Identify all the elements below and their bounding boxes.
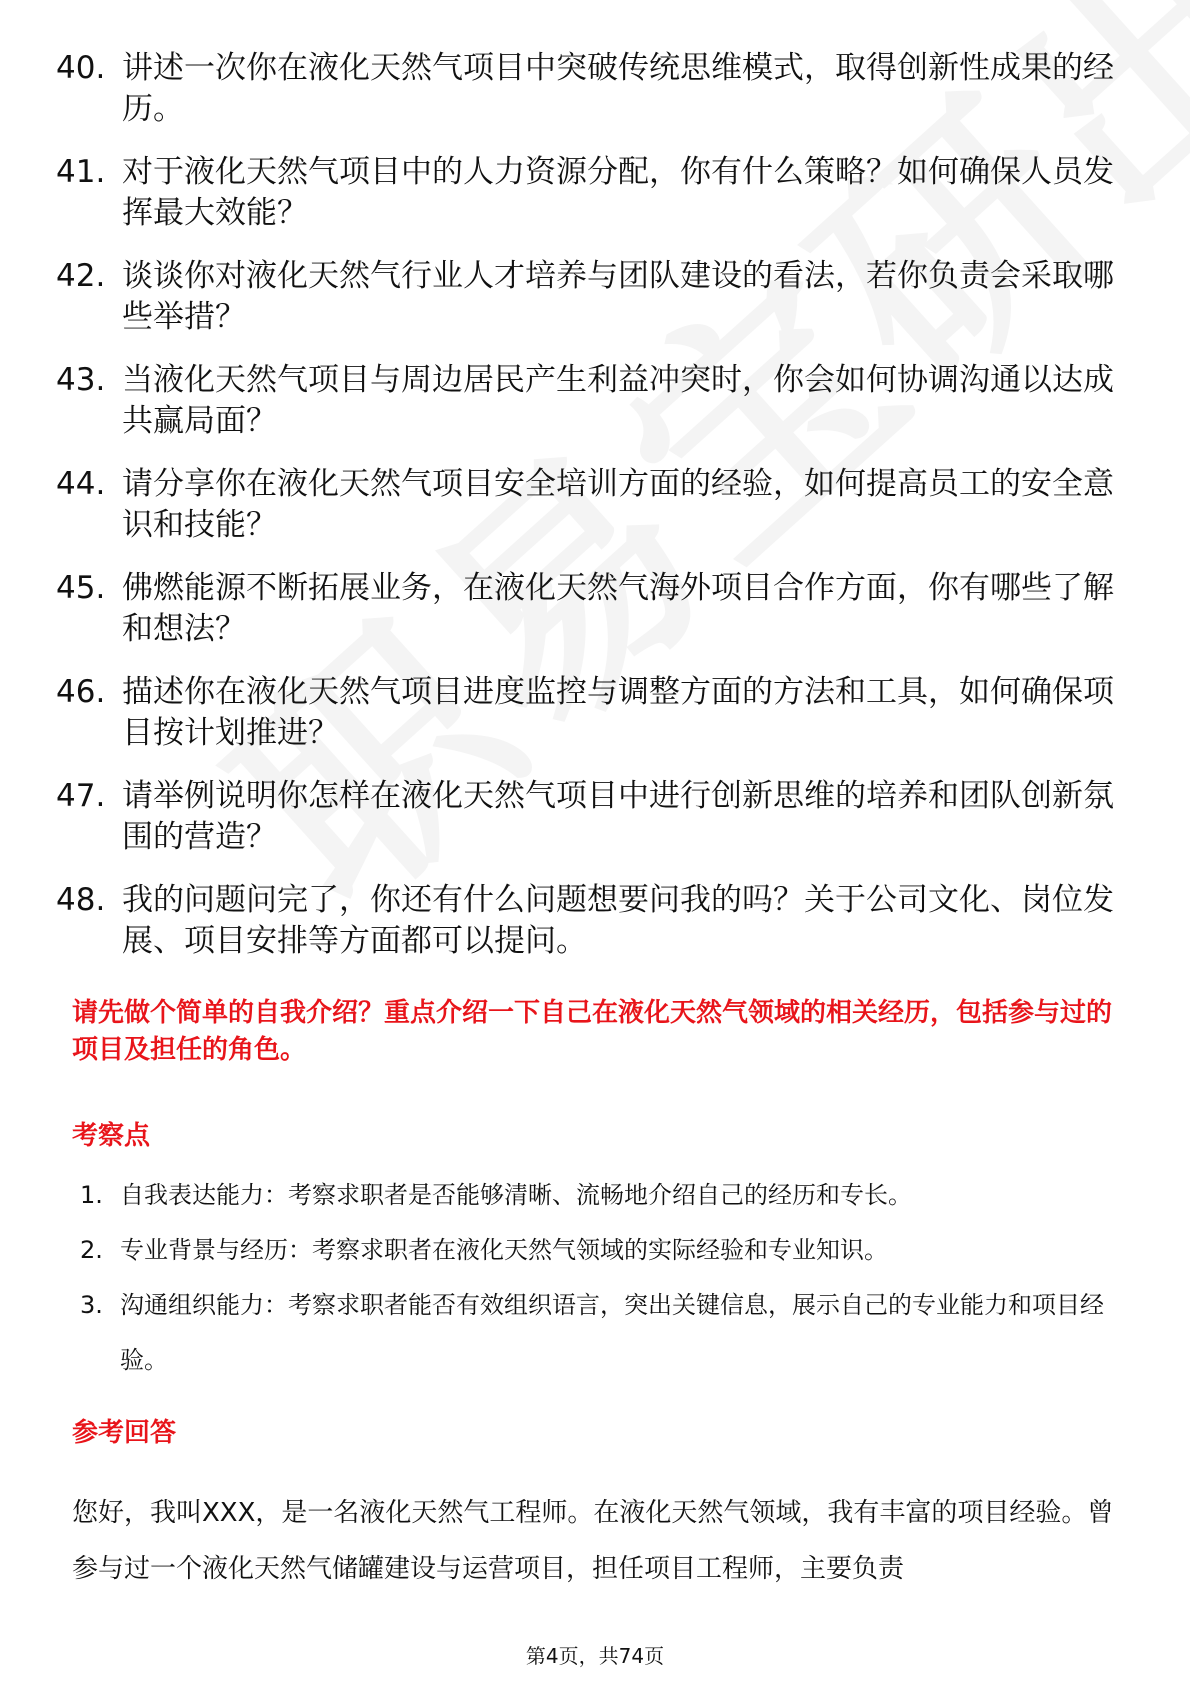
question-number: 41. (56, 154, 106, 190)
list-item (56, 568, 1136, 650)
list-item (56, 464, 1136, 546)
list-item (56, 776, 1136, 858)
assessment-points (80, 1168, 1130, 1388)
point-number: 3. (80, 1291, 103, 1319)
question-number: 46. (56, 674, 106, 710)
list-item (56, 360, 1136, 442)
list-item (56, 672, 1136, 754)
question-number: 42. (56, 258, 106, 294)
point-text: 自我表达能力：考察求职者是否能够清晰、流畅地介绍自己的经历和专长。 (120, 1181, 912, 1209)
point-text: 专业背景与经历：考察求职者在液化天然气领域的实际经验和专业知识。 (120, 1236, 888, 1264)
question-text: 请分享你在液化天然气项目安全培训方面的经验，如何提高员工的安全意识和技能？ (122, 466, 1114, 543)
point-number: 1. (80, 1181, 103, 1209)
question-text: 当液化天然气项目与周边居民产生利益冲突时，你会如何协调沟通以达成共赢局面？ (122, 362, 1114, 439)
list-item (56, 256, 1136, 338)
question-number: 45. (56, 570, 106, 606)
question-text: 讲述一次你在液化天然气项目中突破传统思维模式，取得创新性成果的经历。 (122, 50, 1114, 127)
list-item (56, 880, 1136, 962)
list-item (56, 152, 1136, 234)
list-item (56, 48, 1136, 130)
question-text: 请举例说明你怎样在液化天然气项目中进行创新思维的培养和团队创新氛围的营造？ (122, 778, 1114, 855)
list-item (80, 1223, 1130, 1278)
question-text: 描述你在液化天然气项目进度监控与调整方面的方法和工具，如何确保项目按计划推进？ (122, 674, 1114, 751)
question-text: 我的问题问完了，你还有什么问题想要问我的吗？关于公司文化、岗位发展、项目安排等方面都可以提问。 (122, 882, 1114, 959)
list-item (80, 1278, 1130, 1388)
question-text: 对于液化天然气项目中的人力资源分配，你有什么策略？如何确保人员发挥最大效能？ (122, 154, 1114, 231)
question-number: 43. (56, 362, 106, 398)
point-text: 沟通组织能力：考察求职者能否有效组织语言，突出关键信息，展示自己的专业能力和项目经验。 (120, 1291, 1104, 1374)
question-number: 40. (56, 50, 106, 86)
question-list (56, 48, 1136, 984)
question-number: 48. (56, 882, 106, 918)
point-number: 2. (80, 1236, 103, 1264)
reference-answer: 您好，我叫XXX，是一名液化天然气工程师。在液化天然气领域，我有丰富的项目经验。曾参与过一个液化天然气储罐建设与运营项目，担任项目工程师，主要负责 (72, 1498, 1114, 1584)
list-item (80, 1168, 1130, 1223)
page-footer: 第4页，共74页 (525, 1644, 665, 1668)
highlighted-question: 请先做个简单的自我介绍？重点介绍一下自己在液化天然气领域的相关经历，包括参与过的项目及担任的角色。 (72, 998, 1113, 1065)
question-number: 44. (56, 466, 106, 502)
assessment-title: 考察点 (72, 1121, 151, 1151)
question-text: 佛燃能源不断拓展业务，在液化天然气海外项目合作方面，你有哪些了解和想法？ (122, 570, 1114, 647)
question-number: 47. (56, 778, 106, 814)
question-text: 谈谈你对液化天然气行业人才培养与团队建设的看法，若你负责会采取哪些举措？ (122, 258, 1114, 335)
reference-title: 参考回答 (72, 1418, 177, 1448)
